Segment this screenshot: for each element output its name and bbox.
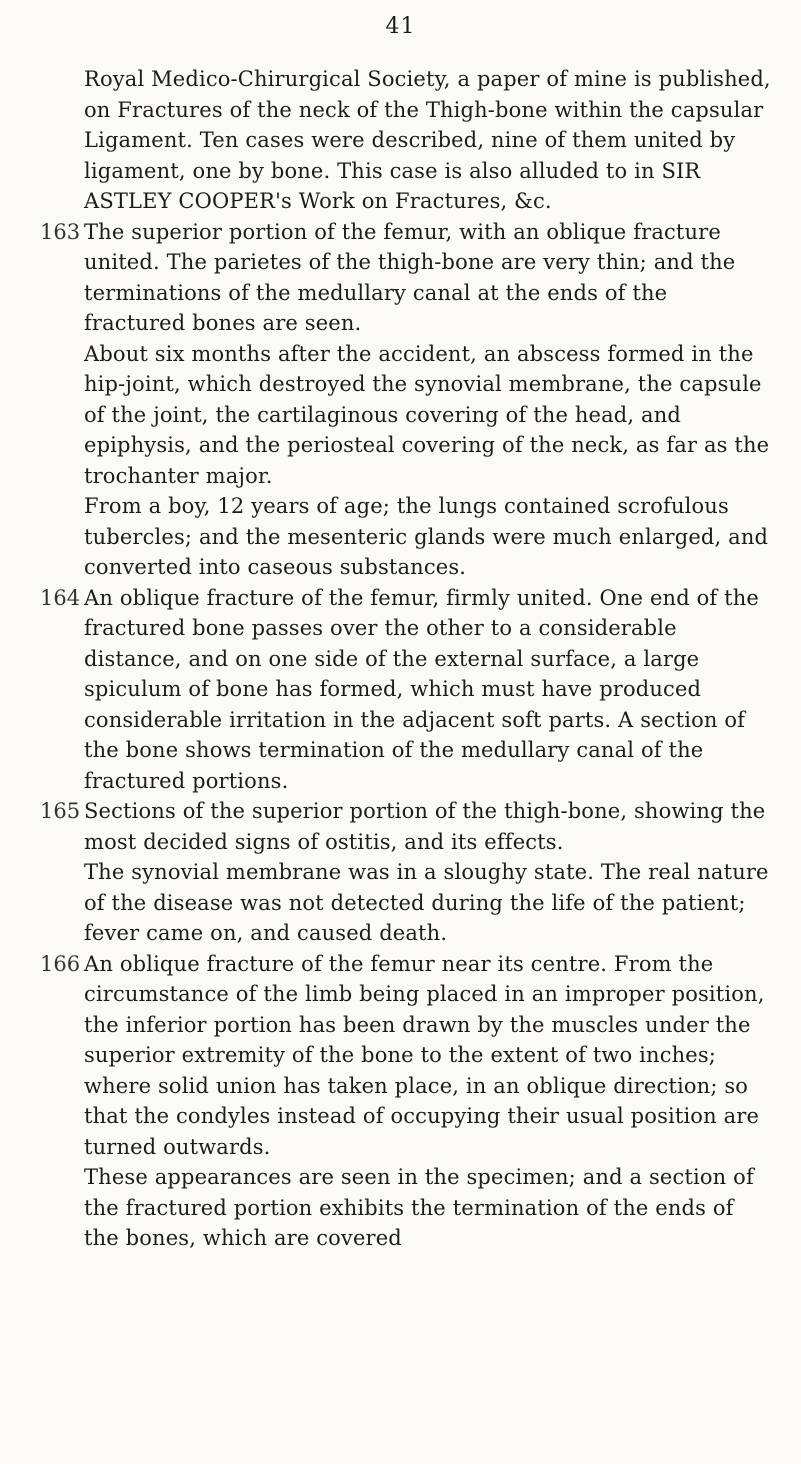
entry-166 [0,949,801,1254]
entry-163 [0,217,801,583]
entry-description: The superior portion of the femur, with an oblique fracture united. The parietes of the thigh-bone are very thin; and the terminations of the medullary canal at the ends of the fractured bones are seen. [84,219,736,335]
entry-history: About six months after the accident, an abscess formed in the hip-joint, which destroyed the synovial membrane, the capsule of the joint, the cartilaginous covering of the head, and epiphysis, and the periosteal covering of the neck, as far as the trochanter major. [84,341,770,488]
entry-description: An oblique fracture of the femur, firmly united. One end of the fractured bone passes over the other to a considerable distance, and on one side of the external surface, a large spiculum of bone has formed, which must have produced considerable irritation in the adjacent soft parts. A section of the bone shows termination of the medullary canal of the fractured portions. [84,585,759,793]
entry-history: These appearances are seen in the specimen; and a section of the fractured portion exhibits the termination of the ends of the bones, which are covered [84,1165,754,1250]
entry-description: Sections of the superior portion of the thigh-bone, showing the most decided signs of ostitis, and its effects. [84,799,766,854]
catalogue-entries [0,64,801,1254]
entry-history: From a boy, 12 years of age; the lungs contained scrofulous tubercles; and the mesenteric glands were much enlarged, and converted into caseous substances. [84,494,769,579]
entry-number: 163 [40,219,81,244]
entry-history: The synovial membrane was in a sloughy state. The real nature of the disease was not detected during the life of the patient; fever came on, and caused death. [84,860,769,945]
entry-continued [0,64,801,217]
entry-165 [0,796,801,949]
entry-number: 164 [40,585,81,610]
entry-description: An oblique fracture of the femur near its centre. From the circumstance of the limb being placed in an improper position, the inferior portion has been drawn by the muscles under the superior extremity of the bone to the extent of two inches; where solid union has taken place, in an oblique direction; so that the condyles instead of occupying their usual position are turned outwards. [84,951,765,1159]
entry-number: 165 [40,799,81,823]
entry-164 [0,583,801,797]
page-number: 41 [385,14,416,39]
entry-paragraph: Royal Medico-Chirurgical Society, a paper of mine is published, on Fractures of the neck of the Thigh-bone within the capsular Ligament. Ten cases were described, nine of them united by ligament, one by bone. This case is also alluded to in SIR ASTLEY COOPER's Work on Fractures, &c. [84,67,771,213]
entry-number: 166 [40,951,81,976]
